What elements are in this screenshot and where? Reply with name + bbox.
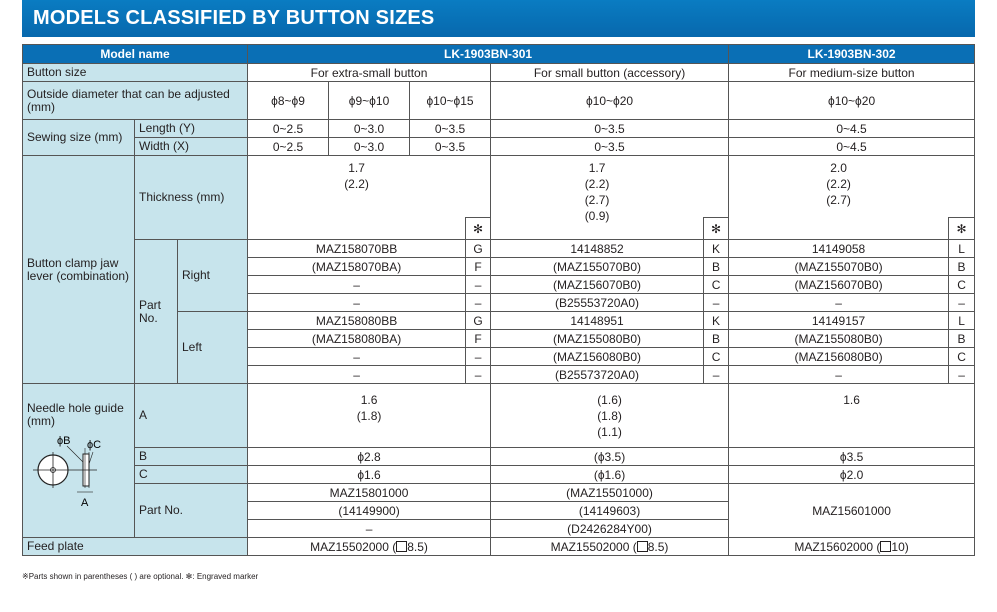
left-medium-part: – <box>729 366 949 384</box>
left-small-marker: B <box>704 330 729 348</box>
right-small-part: 14148852 <box>491 240 704 258</box>
left-xs-marker: – <box>466 348 491 366</box>
header-row <box>23 45 975 64</box>
left-medium-marker: C <box>949 348 975 366</box>
square-icon <box>637 541 648 552</box>
right-medium-part: (MAZ156070B0) <box>729 276 949 294</box>
right-xs-part: – <box>248 276 466 294</box>
width-d1: 0~2.5 <box>248 138 329 156</box>
needle-b-xs: ϕ2.8 <box>248 448 491 466</box>
right-xs-marker: – <box>466 294 491 312</box>
clamp-label: Button clamp jaw lever (combination) <box>23 156 135 384</box>
model-name-header: Model name <box>23 45 248 64</box>
left-medium-part: 14149157 <box>729 312 949 330</box>
models-table <box>22 44 975 556</box>
page-title: MODELS CLASSIFIED BY BUTTON SIZES <box>33 7 435 29</box>
button-size-label: Button size <box>23 64 248 82</box>
left-medium-marker: – <box>949 366 975 384</box>
needle-c-medium: ϕ2.0 <box>729 466 975 484</box>
model-302-header: LK-1903BN-302 <box>729 45 975 64</box>
needle-part-medium: MAZ15601000 <box>729 484 975 538</box>
title-banner <box>22 0 975 37</box>
width-medium: 0~4.5 <box>729 138 975 156</box>
diagram-label-a: A <box>81 497 89 509</box>
feed-small: MAZ15502000 ( 8.5) <box>491 538 729 556</box>
needle-part-xs: MAZ15801000 <box>248 484 491 502</box>
right-xs-part: MAZ158070BB <box>248 240 466 258</box>
feed-medium: MAZ15602000 ( 10) <box>729 538 975 556</box>
outside-diameter-row <box>23 82 975 120</box>
right-small-part: (MAZ156070B0) <box>491 276 704 294</box>
button-size-xs: For extra-small button <box>248 64 491 82</box>
right-medium-marker: L <box>949 240 975 258</box>
needle-a-row <box>23 384 975 448</box>
length-small: 0~3.5 <box>491 120 729 138</box>
width-label: Width (X) <box>135 138 248 156</box>
left-small-part: (MAZ156080B0) <box>491 348 704 366</box>
outside-d2: ϕ9~ϕ10 <box>329 82 410 120</box>
right-xs-marker: F <box>466 258 491 276</box>
sewing-size-label: Sewing size (mm) <box>23 120 135 156</box>
diagram-label-c: ϕC <box>87 439 102 451</box>
left-medium-part: (MAZ156080B0) <box>729 348 949 366</box>
needle-guide-diagram <box>33 432 125 514</box>
button-size-small: For small button (accessory) <box>491 64 729 82</box>
right-medium-marker: B <box>949 258 975 276</box>
left-medium-marker: B <box>949 330 975 348</box>
needle-b-medium: ϕ3.5 <box>729 448 975 466</box>
outside-small: ϕ10~ϕ20 <box>491 82 729 120</box>
needle-part-small: (D2426284Y00) <box>491 520 729 538</box>
thickness-row-1 <box>23 156 975 218</box>
needle-c-small: (ϕ1.6) <box>491 466 729 484</box>
outside-d3: ϕ10~ϕ15 <box>410 82 491 120</box>
diagram-label-b: ϕB <box>57 435 71 447</box>
square-icon <box>396 541 407 552</box>
needle-part-xs: (14149900) <box>248 502 491 520</box>
left-xs-part: – <box>248 348 466 366</box>
outside-d1: ϕ8~ϕ9 <box>248 82 329 120</box>
left-medium-part: (MAZ155080B0) <box>729 330 949 348</box>
width-d2: 0~3.0 <box>329 138 410 156</box>
left-xs-part: – <box>248 366 466 384</box>
right-xs-marker: – <box>466 276 491 294</box>
right-small-part: (B25553720A0) <box>491 294 704 312</box>
needle-part-small: (14149603) <box>491 502 729 520</box>
needle-b-row <box>23 448 975 466</box>
marker-header-medium: ✻ <box>949 218 975 240</box>
right-xs-part: (MAZ158070BA) <box>248 258 466 276</box>
right-xs-marker: G <box>466 240 491 258</box>
right-small-marker: B <box>704 258 729 276</box>
needle-c-row <box>23 466 975 484</box>
right-small-marker: K <box>704 240 729 258</box>
outside-diameter-label: Outside diameter that can be adjusted (mm) <box>23 82 248 120</box>
marker-header-small: ✻ <box>704 218 729 240</box>
model-301-header: LK-1903BN-301 <box>248 45 729 64</box>
left-xs-part: MAZ158080BB <box>248 312 466 330</box>
needle-part-xs: – <box>248 520 491 538</box>
left-xs-marker: F <box>466 330 491 348</box>
needle-a-xs: 1.6 (1.8) <box>248 384 491 448</box>
length-medium: 0~4.5 <box>729 120 975 138</box>
length-label: Length (Y) <box>135 120 248 138</box>
length-d1: 0~2.5 <box>248 120 329 138</box>
sewing-length-row <box>23 120 975 138</box>
thickness-small: 1.7 (2.2) (2.7) (0.9) <box>491 156 704 240</box>
thickness-xs: 1.7 (2.2) <box>248 156 466 240</box>
right-medium-marker: – <box>949 294 975 312</box>
right-small-marker: C <box>704 276 729 294</box>
right-row-1 <box>23 240 975 258</box>
needle-part-row-1 <box>23 484 975 502</box>
needle-a-label: A <box>135 384 248 448</box>
width-small: 0~3.5 <box>491 138 729 156</box>
sewing-width-row <box>23 138 975 156</box>
left-label: Left <box>178 312 248 384</box>
needle-a-medium: 1.6 <box>729 384 975 448</box>
feed-plate-label: Feed plate <box>23 538 248 556</box>
left-small-part: (B25573720A0) <box>491 366 704 384</box>
right-medium-part: – <box>729 294 949 312</box>
needle-guide-cell <box>23 384 135 538</box>
needle-b-label: B <box>135 448 248 466</box>
length-d3: 0~3.5 <box>410 120 491 138</box>
part-no-label: Part No. <box>135 240 178 384</box>
left-xs-marker: G <box>466 312 491 330</box>
thickness-medium: 2.0 (2.2) (2.7) <box>729 156 949 240</box>
button-size-medium: For medium-size button <box>729 64 975 82</box>
right-medium-marker: C <box>949 276 975 294</box>
right-medium-part: 14149058 <box>729 240 949 258</box>
needle-part-small: (MAZ15501000) <box>491 484 729 502</box>
right-medium-part: (MAZ155070B0) <box>729 258 949 276</box>
thickness-label: Thickness (mm) <box>135 156 248 240</box>
right-xs-part: – <box>248 294 466 312</box>
left-xs-marker: – <box>466 366 491 384</box>
square-icon <box>880 541 891 552</box>
right-label: Right <box>178 240 248 312</box>
left-xs-part: (MAZ158080BA) <box>248 330 466 348</box>
footnote: ※Parts shown in parentheses ( ) are optional. ✻: Engraved marker <box>22 572 259 581</box>
needle-part-label: Part No. <box>135 484 248 538</box>
needle-a-small: (1.6) (1.8) (1.1) <box>491 384 729 448</box>
marker-header-xs: ✻ <box>466 218 491 240</box>
feed-xs: MAZ15502000 ( 8.5) <box>248 538 491 556</box>
needle-b-small: (ϕ3.5) <box>491 448 729 466</box>
right-small-part: (MAZ155070B0) <box>491 258 704 276</box>
length-d2: 0~3.0 <box>329 120 410 138</box>
left-small-marker: C <box>704 348 729 366</box>
left-small-marker: – <box>704 366 729 384</box>
needle-c-label: C <box>135 466 248 484</box>
left-small-part: 14148951 <box>491 312 704 330</box>
outside-medium: ϕ10~ϕ20 <box>729 82 975 120</box>
feed-plate-row <box>23 538 975 556</box>
left-small-marker: K <box>704 312 729 330</box>
left-medium-marker: L <box>949 312 975 330</box>
left-small-part: (MAZ155080B0) <box>491 330 704 348</box>
needle-c-xs: ϕ1.6 <box>248 466 491 484</box>
right-small-marker: – <box>704 294 729 312</box>
width-d3: 0~3.5 <box>410 138 491 156</box>
button-size-row <box>23 64 975 82</box>
needle-guide-label: Needle hole guide (mm) <box>27 401 124 428</box>
